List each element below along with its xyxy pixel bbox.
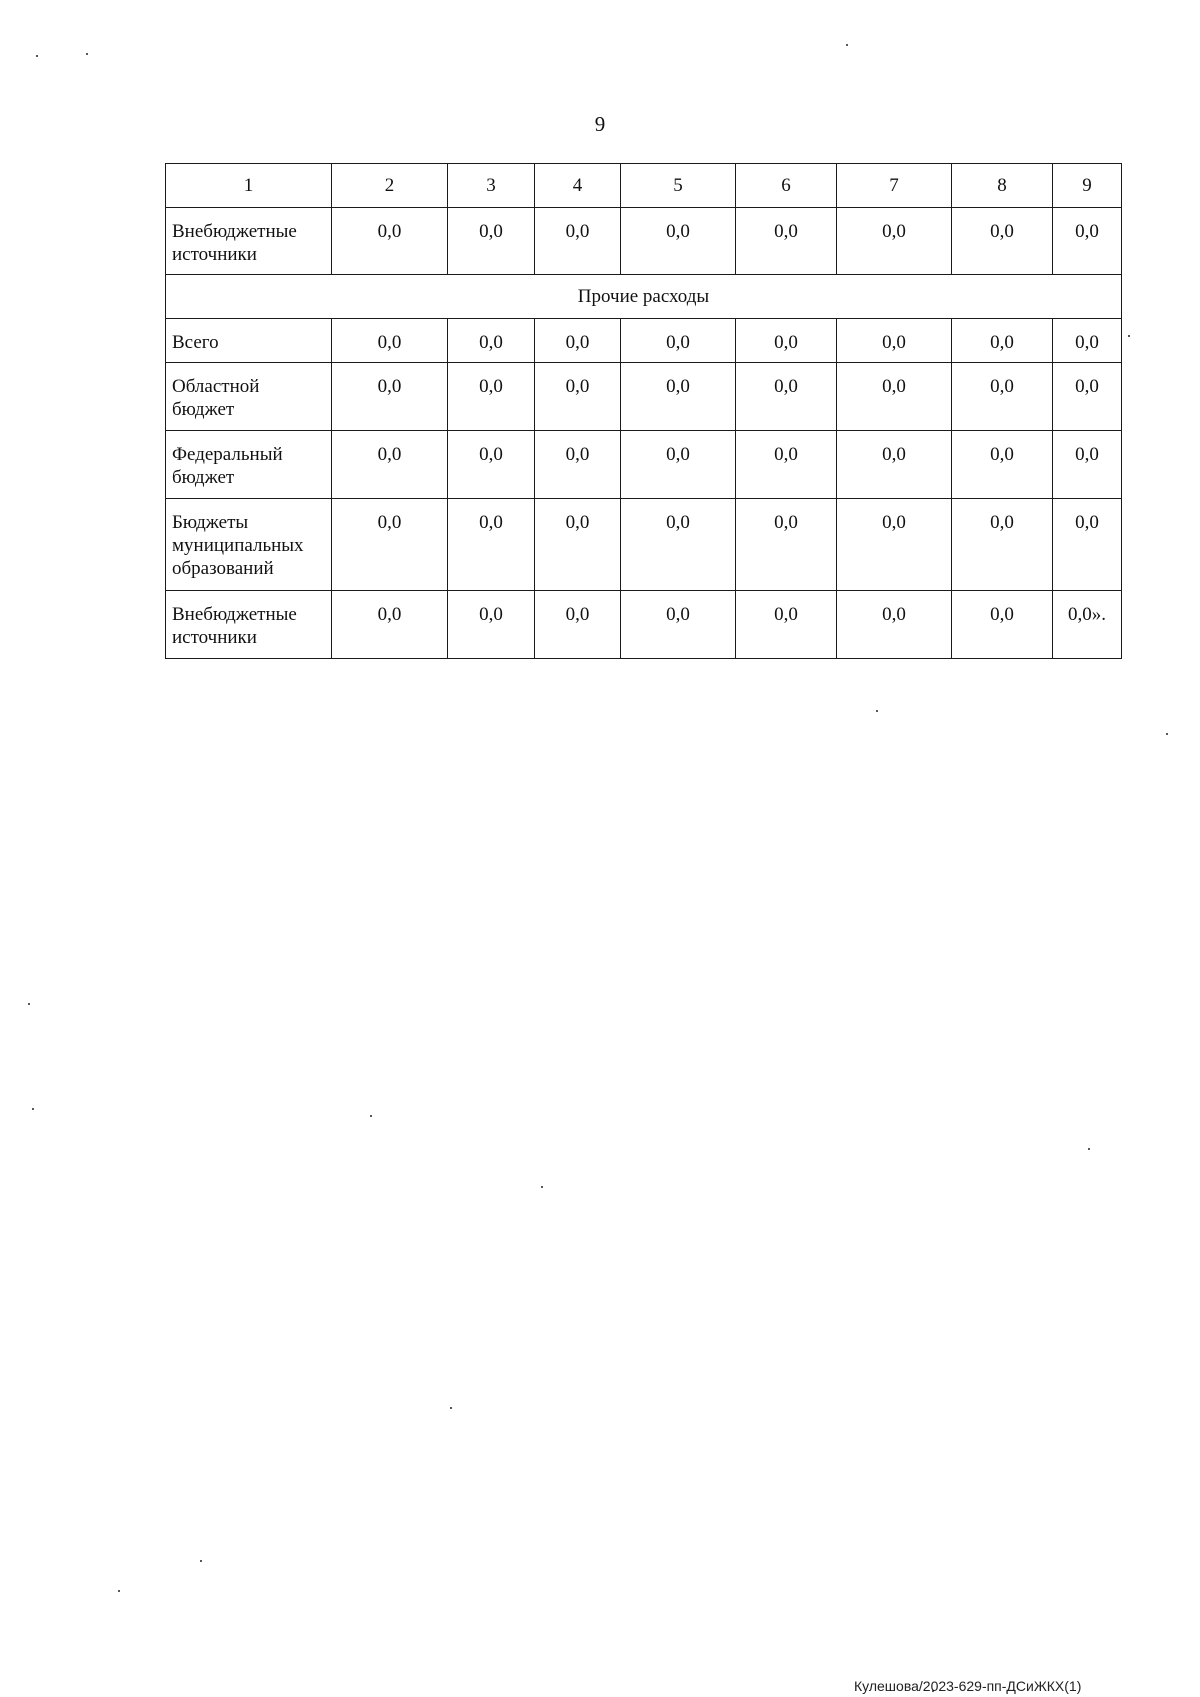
value-cell: 0,0	[332, 431, 448, 499]
value-cell: 0,0	[448, 431, 535, 499]
value-cell: 0,0	[952, 363, 1053, 431]
value-cell: 0,0	[448, 499, 535, 591]
row-label: Областной бюджет	[166, 363, 332, 431]
row-label: Внебюджетные источники	[166, 591, 332, 659]
value-cell: 0,0	[621, 208, 736, 275]
scan-speck	[370, 1115, 372, 1117]
scan-speck	[1128, 335, 1130, 337]
table-row	[166, 591, 1122, 659]
header-cell: 2	[332, 164, 448, 208]
table-row	[166, 431, 1122, 499]
row-label: Всего	[166, 319, 332, 363]
value-cell: 0,0	[448, 208, 535, 275]
header-cell: 4	[535, 164, 621, 208]
table-row	[166, 499, 1122, 591]
table-row	[166, 363, 1122, 431]
table-row	[166, 208, 1122, 275]
value-cell: 0,0	[952, 431, 1053, 499]
scan-speck	[200, 1560, 202, 1562]
value-cell: 0,0	[621, 319, 736, 363]
header-cell: 5	[621, 164, 736, 208]
value-cell: 0,0	[736, 431, 837, 499]
scan-speck	[541, 1186, 543, 1188]
budget-table	[165, 163, 1122, 659]
value-cell: 0,0	[621, 431, 736, 499]
scan-speck	[876, 710, 878, 712]
value-cell: 0,0	[837, 431, 952, 499]
value-cell: 0,0	[736, 363, 837, 431]
value-cell: 0,0	[621, 591, 736, 659]
value-cell: 0,0	[332, 363, 448, 431]
value-cell: 0,0	[535, 363, 621, 431]
value-cell: 0,0	[736, 591, 837, 659]
header-cell: 6	[736, 164, 837, 208]
scan-speck	[1166, 733, 1168, 735]
scan-speck	[846, 44, 848, 46]
value-cell: 0,0	[837, 208, 952, 275]
value-cell: 0,0	[952, 208, 1053, 275]
scan-speck	[450, 1407, 452, 1409]
value-cell: 0,0	[535, 591, 621, 659]
scan-speck	[28, 1003, 30, 1005]
header-cell: 1	[166, 164, 332, 208]
value-cell: 0,0	[448, 363, 535, 431]
value-cell: 0,0	[736, 208, 837, 275]
scan-speck	[32, 1108, 34, 1110]
scan-speck	[118, 1590, 120, 1592]
page-number: 9	[594, 112, 606, 136]
value-cell: 0,0	[837, 363, 952, 431]
value-cell: 0,0	[736, 319, 837, 363]
header-cell: 9	[1053, 164, 1122, 208]
document-reference-code: Кулешова/2023-629-пп-ДСиЖКХ(1)	[854, 1678, 1082, 1694]
value-cell: 0,0	[952, 319, 1053, 363]
row-label: Бюджеты муниципальных образований	[166, 499, 332, 591]
table-row	[166, 319, 1122, 363]
section-title-row	[166, 275, 1122, 319]
value-cell: 0,0	[535, 208, 621, 275]
value-cell: 0,0	[837, 499, 952, 591]
scan-speck	[1088, 1148, 1090, 1150]
section-title: Прочие расходы	[166, 275, 1122, 319]
value-cell: 0,0	[332, 499, 448, 591]
value-cell: 0,0	[736, 499, 837, 591]
value-cell: 0,0	[1053, 499, 1122, 591]
value-cell: 0,0	[1053, 363, 1122, 431]
value-cell: 0,0	[332, 208, 448, 275]
value-cell: 0,0	[952, 591, 1053, 659]
value-cell: 0,0	[332, 319, 448, 363]
value-cell: 0,0	[1053, 208, 1122, 275]
value-cell: 0,0	[621, 499, 736, 591]
scan-speck	[86, 53, 88, 55]
value-cell: 0,0	[621, 363, 736, 431]
value-cell: 0,0	[1053, 319, 1122, 363]
value-cell: 0,0	[535, 431, 621, 499]
table-header-row	[166, 164, 1122, 208]
value-cell: 0,0	[535, 499, 621, 591]
value-cell: 0,0	[448, 591, 535, 659]
value-cell: 0,0	[1053, 431, 1122, 499]
value-cell: 0,0	[535, 319, 621, 363]
header-cell: 7	[837, 164, 952, 208]
header-cell: 3	[448, 164, 535, 208]
scan-speck	[36, 55, 38, 57]
value-cell: 0,0	[837, 319, 952, 363]
value-cell: 0,0».	[1053, 591, 1122, 659]
value-cell: 0,0	[837, 591, 952, 659]
value-cell: 0,0	[332, 591, 448, 659]
header-cell: 8	[952, 164, 1053, 208]
row-label: Внебюджетные источники	[166, 208, 332, 275]
value-cell: 0,0	[448, 319, 535, 363]
value-cell: 0,0	[952, 499, 1053, 591]
row-label: Федеральный бюджет	[166, 431, 332, 499]
